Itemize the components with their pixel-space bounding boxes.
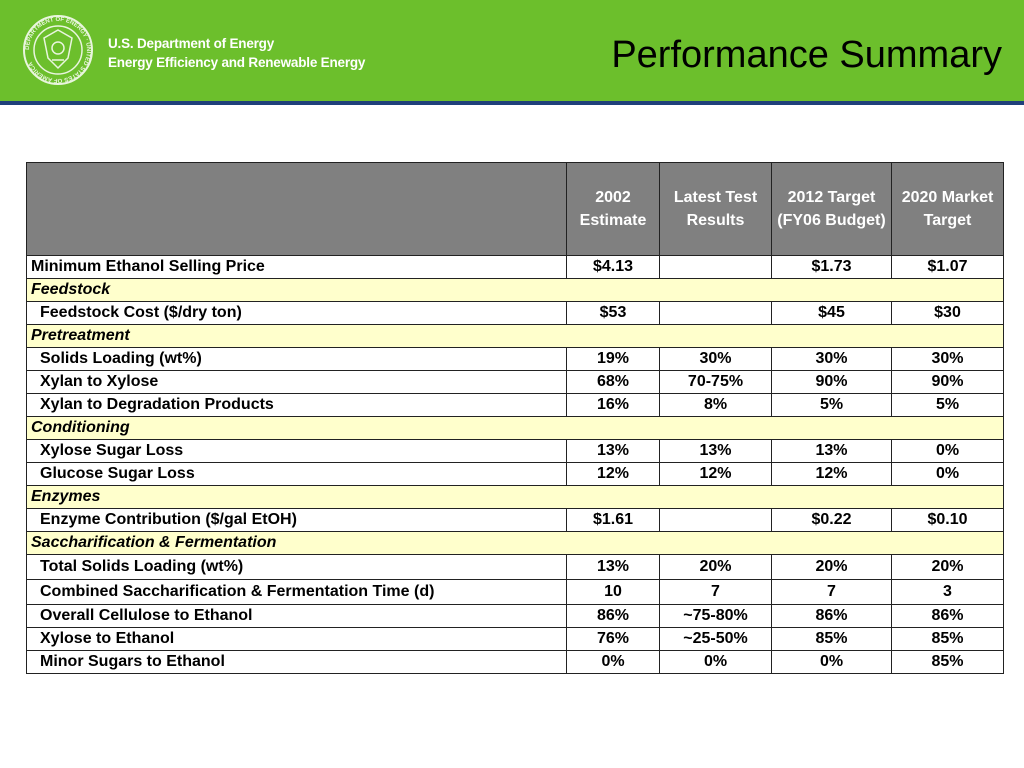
section-row bbox=[27, 417, 1004, 440]
table-cell: 13% bbox=[660, 440, 772, 463]
table-row bbox=[27, 394, 1004, 417]
table-cell: 86% bbox=[772, 605, 892, 628]
table-cell: ~25-50% bbox=[660, 628, 772, 651]
row-label: Total Solids Loading (wt%) bbox=[27, 555, 567, 580]
column-header: 2012 Target (FY06 Budget) bbox=[772, 163, 892, 256]
table-row bbox=[27, 651, 1004, 674]
table-cell: 8% bbox=[660, 394, 772, 417]
row-label: Overall Cellulose to Ethanol bbox=[27, 605, 567, 628]
table-row bbox=[27, 605, 1004, 628]
table-row bbox=[27, 628, 1004, 651]
table-cell: 5% bbox=[892, 394, 1004, 417]
table-cell: 86% bbox=[567, 605, 660, 628]
table-cell: 13% bbox=[567, 555, 660, 580]
column-header: 2020 Market Target bbox=[892, 163, 1004, 256]
table-cell: $45 bbox=[772, 302, 892, 325]
table-cell: 20% bbox=[892, 555, 1004, 580]
table-cell: 85% bbox=[772, 628, 892, 651]
organization-name bbox=[108, 34, 365, 72]
table-cell: $0.22 bbox=[772, 509, 892, 532]
section-label: Conditioning bbox=[27, 417, 1004, 440]
table-cell: 13% bbox=[772, 440, 892, 463]
performance-table bbox=[26, 162, 1004, 674]
table-cell: 13% bbox=[567, 440, 660, 463]
row-label: Minimum Ethanol Selling Price bbox=[27, 256, 567, 279]
table-body bbox=[27, 256, 1004, 674]
section-label: Enzymes bbox=[27, 486, 1004, 509]
table-cell: $1.07 bbox=[892, 256, 1004, 279]
section-label: Pretreatment bbox=[27, 325, 1004, 348]
row-label: Xylose to Ethanol bbox=[27, 628, 567, 651]
column-header bbox=[27, 163, 567, 256]
header-bar bbox=[0, 0, 1024, 101]
doe-seal-icon bbox=[22, 14, 94, 86]
section-label: Saccharification & Fermentation bbox=[27, 532, 1004, 555]
table-cell: 90% bbox=[772, 371, 892, 394]
table-header-row bbox=[27, 163, 1004, 256]
seal-text: DEPARTMENT OF ENERGY · UNITED STATES OF AMERICA bbox=[24, 16, 92, 84]
table-cell: 3 bbox=[892, 580, 1004, 605]
table-cell: 20% bbox=[772, 555, 892, 580]
section-row bbox=[27, 486, 1004, 509]
table-row bbox=[27, 371, 1004, 394]
table-cell: 19% bbox=[567, 348, 660, 371]
table-cell bbox=[660, 509, 772, 532]
column-header: 2002 Estimate bbox=[567, 163, 660, 256]
table-cell: $30 bbox=[892, 302, 1004, 325]
table-cell: 85% bbox=[892, 628, 1004, 651]
table-cell: $1.61 bbox=[567, 509, 660, 532]
table-cell: 30% bbox=[772, 348, 892, 371]
row-label: Glucose Sugar Loss bbox=[27, 463, 567, 486]
header-divider bbox=[0, 101, 1024, 105]
table-cell: 0% bbox=[660, 651, 772, 674]
org-line-1: U.S. Department of Energy bbox=[108, 36, 275, 51]
table-cell: 10 bbox=[567, 580, 660, 605]
org-line-2: Energy Efficiency and Renewable Energy bbox=[108, 55, 366, 70]
table-row bbox=[27, 509, 1004, 532]
table-row bbox=[27, 580, 1004, 605]
section-label: Feedstock bbox=[27, 279, 1004, 302]
row-label: Combined Saccharification & Fermentation Time (d) bbox=[27, 580, 567, 605]
row-label: Xylan to Xylose bbox=[27, 371, 567, 394]
table-row bbox=[27, 302, 1004, 325]
column-header: Latest Test Results bbox=[660, 163, 772, 256]
table-cell: 16% bbox=[567, 394, 660, 417]
table-cell: 7 bbox=[660, 580, 772, 605]
section-row bbox=[27, 279, 1004, 302]
svg-text:DEPARTMENT OF ENERGY · UNITED bbox=[25, 17, 91, 83]
table-cell bbox=[660, 256, 772, 279]
table-cell: $1.73 bbox=[772, 256, 892, 279]
table-cell bbox=[660, 302, 772, 325]
table-cell: 90% bbox=[892, 371, 1004, 394]
table-row bbox=[27, 440, 1004, 463]
row-label: Feedstock Cost ($/dry ton) bbox=[27, 302, 567, 325]
table-cell: 12% bbox=[660, 463, 772, 486]
table-cell: 12% bbox=[772, 463, 892, 486]
table-cell: 20% bbox=[660, 555, 772, 580]
table-cell: $0.10 bbox=[892, 509, 1004, 532]
table-cell: 76% bbox=[567, 628, 660, 651]
table-cell: $4.13 bbox=[567, 256, 660, 279]
table-cell: $53 bbox=[567, 302, 660, 325]
table-cell: 30% bbox=[892, 348, 1004, 371]
table-cell: 68% bbox=[567, 371, 660, 394]
row-label: Xylose Sugar Loss bbox=[27, 440, 567, 463]
section-row bbox=[27, 325, 1004, 348]
table-cell: ~75-80% bbox=[660, 605, 772, 628]
row-label: Minor Sugars to Ethanol bbox=[27, 651, 567, 674]
table-cell: 86% bbox=[892, 605, 1004, 628]
table-row bbox=[27, 256, 1004, 279]
table-cell: 30% bbox=[660, 348, 772, 371]
page-title: Performance Summary bbox=[611, 34, 1002, 76]
row-label: Solids Loading (wt%) bbox=[27, 348, 567, 371]
table-cell: 70-75% bbox=[660, 371, 772, 394]
section-row bbox=[27, 532, 1004, 555]
table-row bbox=[27, 463, 1004, 486]
table-row bbox=[27, 348, 1004, 371]
table-cell: 0% bbox=[772, 651, 892, 674]
row-label: Enzyme Contribution ($/gal EtOH) bbox=[27, 509, 567, 532]
table-cell: 0% bbox=[567, 651, 660, 674]
table-cell: 0% bbox=[892, 440, 1004, 463]
table-cell: 5% bbox=[772, 394, 892, 417]
table-cell: 85% bbox=[892, 651, 1004, 674]
table-row bbox=[27, 555, 1004, 580]
row-label: Xylan to Degradation Products bbox=[27, 394, 567, 417]
table-cell: 12% bbox=[567, 463, 660, 486]
table-cell: 7 bbox=[772, 580, 892, 605]
table-cell: 0% bbox=[892, 463, 1004, 486]
